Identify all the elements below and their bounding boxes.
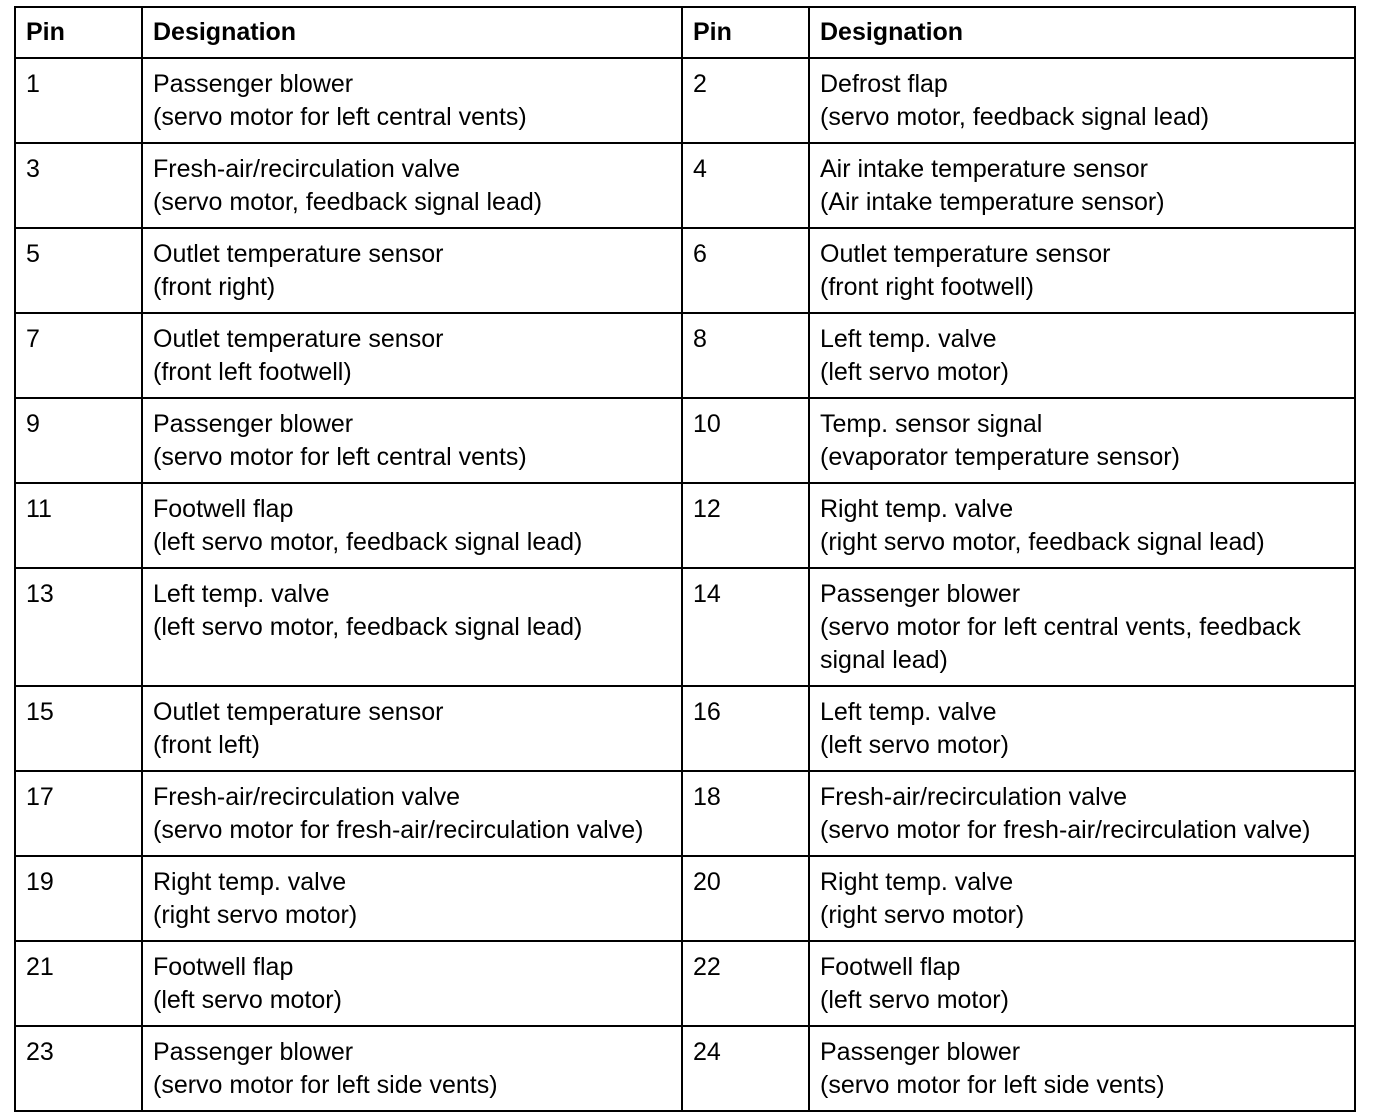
pin-number-right: 24 [682,1026,809,1111]
designation-detail: (Air intake temperature sensor) [820,188,1165,216]
pin-number-left: 13 [15,568,142,686]
designation-left [142,143,682,228]
designation-detail: (right servo motor) [820,901,1025,929]
designation-title: Fresh-air/recirculation valve [820,783,1128,811]
designation-detail: (servo motor for left side vents) [820,1071,1165,1099]
designation-right [809,58,1355,143]
designation-title: Right temp. valve [820,495,1014,523]
table-row [15,483,1355,568]
designation-right [809,398,1355,483]
pin-number-left: 19 [15,856,142,941]
designation-left [142,1026,682,1111]
designation-right [809,941,1355,1026]
designation-detail: (evaporator temperature sensor) [820,443,1180,471]
designation-detail: (front right) [153,273,276,301]
designation-right [809,313,1355,398]
designation-detail: (servo motor, feedback signal lead) [153,188,543,216]
pin-number-left: 23 [15,1026,142,1111]
table-row [15,568,1355,686]
designation-title: Passenger blower [820,1038,1021,1066]
designation-title: Outlet temperature sensor [153,240,444,268]
designation-left [142,941,682,1026]
designation-detail: (right servo motor, feedback signal lead) [820,528,1265,556]
pin-number-left: 17 [15,771,142,856]
designation-title: Outlet temperature sensor [153,698,444,726]
designation-detail: (servo motor for fresh-air/recirculation valve) [820,816,1311,844]
designation-detail: (servo motor for left central vents, feedback signal lead) [820,613,1301,674]
designation-right [809,1026,1355,1111]
designation-title: Right temp. valve [153,868,347,896]
pin-number-right: 8 [682,313,809,398]
designation-detail: (front left footwell) [153,358,352,386]
designation-detail: (left servo motor, feedback signal lead) [153,528,583,556]
table-row [15,686,1355,771]
designation-detail: (left servo motor) [820,731,1009,759]
designation-title: Right temp. valve [820,868,1014,896]
designation-title: Passenger blower [153,70,354,98]
designation-title: Fresh-air/recirculation valve [153,155,461,183]
pin-number-right: 4 [682,143,809,228]
designation-left [142,771,682,856]
designation-right [809,143,1355,228]
designation-title: Left temp. valve [820,698,997,726]
designation-right [809,856,1355,941]
table-row [15,228,1355,313]
designation-right [809,228,1355,313]
designation-title: Outlet temperature sensor [153,325,444,353]
designation-title: Passenger blower [153,410,354,438]
designation-left [142,856,682,941]
table-row [15,1026,1355,1111]
pin-number-left: 15 [15,686,142,771]
designation-detail: (left servo motor, feedback signal lead) [153,613,583,641]
designation-title: Air intake temperature sensor [820,155,1148,183]
pin-number-right: 6 [682,228,809,313]
pin-number-right: 10 [682,398,809,483]
pin-number-right: 12 [682,483,809,568]
table-row [15,856,1355,941]
designation-left [142,398,682,483]
designation-detail: (left servo motor) [820,358,1009,386]
designation-left [142,58,682,143]
pin-number-left: 9 [15,398,142,483]
header-row [15,7,1355,58]
designation-detail: (left servo motor) [153,986,342,1014]
pin-assignment-table [14,6,1356,1112]
pin-number-left: 7 [15,313,142,398]
table-row [15,58,1355,143]
designation-left [142,483,682,568]
pin-number-left: 1 [15,58,142,143]
header-pin-left: Pin [15,7,142,58]
pin-number-left: 3 [15,143,142,228]
header-pin-right: Pin [682,7,809,58]
table-row [15,771,1355,856]
designation-detail: (servo motor, feedback signal lead) [820,103,1210,131]
designation-right [809,771,1355,856]
table-header [15,7,1355,58]
designation-detail: (servo motor for left central vents) [153,103,527,131]
designation-title: Left temp. valve [820,325,997,353]
pin-number-right: 14 [682,568,809,686]
designation-detail: (front right footwell) [820,273,1034,301]
pin-number-right: 16 [682,686,809,771]
table-row [15,143,1355,228]
pin-number-right: 20 [682,856,809,941]
pin-number-left: 5 [15,228,142,313]
designation-left [142,228,682,313]
designation-detail: (front left) [153,731,260,759]
pin-number-left: 11 [15,483,142,568]
table-row [15,313,1355,398]
pin-number-left: 21 [15,941,142,1026]
pin-number-right: 18 [682,771,809,856]
designation-title: Left temp. valve [153,580,330,608]
designation-left [142,568,682,686]
designation-title: Fresh-air/recirculation valve [153,783,461,811]
designation-title: Footwell flap [153,953,294,981]
designation-title: Temp. sensor signal [820,410,1043,438]
designation-right [809,568,1355,686]
designation-detail: (servo motor for left side vents) [153,1071,498,1099]
pin-number-right: 2 [682,58,809,143]
designation-detail: (servo motor for fresh-air/recirculation valve) [153,816,644,844]
designation-title: Defrost flap [820,70,948,98]
header-designation-right: Designation [809,7,1355,58]
designation-title: Footwell flap [153,495,294,523]
designation-right [809,483,1355,568]
pin-number-right: 22 [682,941,809,1026]
table-row [15,398,1355,483]
designation-right [809,686,1355,771]
table-body [15,58,1355,1111]
designation-detail: (left servo motor) [820,986,1009,1014]
designation-title: Passenger blower [153,1038,354,1066]
designation-title: Footwell flap [820,953,961,981]
designation-left [142,686,682,771]
designation-detail: (right servo motor) [153,901,358,929]
designation-title: Outlet temperature sensor [820,240,1111,268]
designation-title: Passenger blower [820,580,1021,608]
designation-left [142,313,682,398]
header-designation-left: Designation [142,7,682,58]
table-row [15,941,1355,1026]
designation-detail: (servo motor for left central vents) [153,443,527,471]
